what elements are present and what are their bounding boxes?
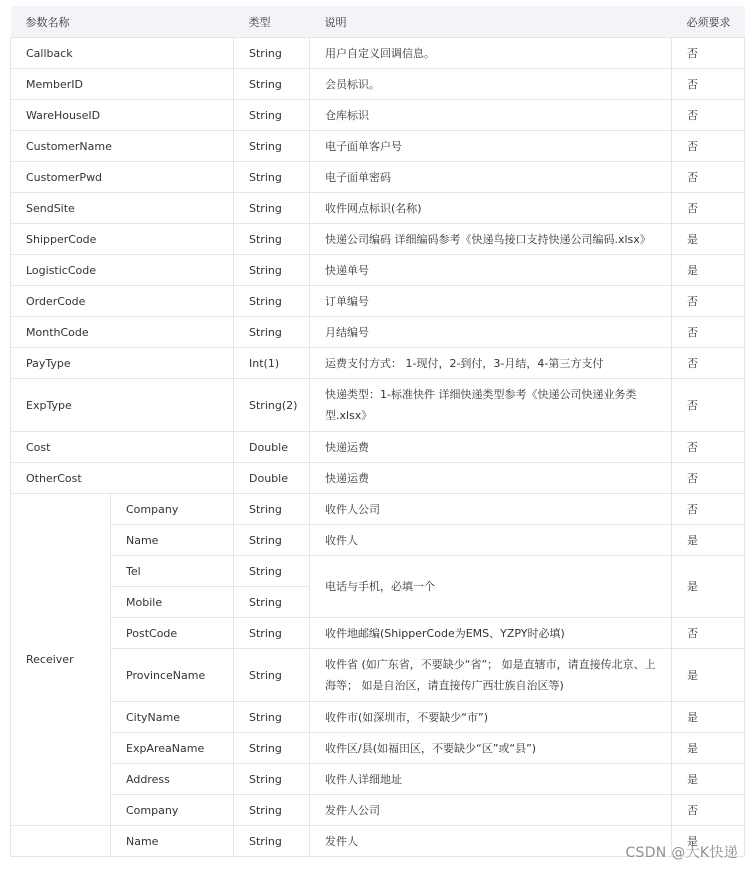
param-type: String: [234, 317, 310, 348]
table-row: [11, 764, 745, 795]
param-name: Callback: [11, 38, 234, 69]
param-desc: 电子面单客户号: [310, 131, 672, 162]
table-row: [11, 348, 745, 379]
table-row: [11, 379, 745, 432]
param-name: ExpType: [11, 379, 234, 432]
param-type: String: [234, 587, 310, 618]
param-desc: 收件人公司: [310, 494, 672, 525]
table-row: [11, 286, 745, 317]
table-row: [11, 649, 745, 702]
receiver-group-label: Receiver: [11, 494, 111, 826]
param-desc: 发件人公司: [310, 795, 672, 826]
table-row: [11, 100, 745, 131]
table-row: [11, 317, 745, 348]
param-name: PostCode: [111, 618, 234, 649]
param-name: ExpAreaName: [111, 733, 234, 764]
param-type: String: [234, 733, 310, 764]
param-name: Address: [111, 764, 234, 795]
table-row: [11, 618, 745, 649]
sender-group-cell: [11, 826, 111, 857]
param-type: String: [234, 795, 310, 826]
param-type: Double: [234, 432, 310, 463]
param-type: String: [234, 494, 310, 525]
param-required: 是: [672, 556, 745, 618]
param-desc: 收件人: [310, 525, 672, 556]
param-type: String: [234, 702, 310, 733]
param-required: 否: [672, 618, 745, 649]
param-name: MemberID: [11, 69, 234, 100]
param-name: LogisticCode: [11, 255, 234, 286]
param-desc: 用户自定义回调信息。: [310, 38, 672, 69]
param-required: 否: [672, 100, 745, 131]
param-required: 否: [672, 432, 745, 463]
param-required: 否: [672, 379, 745, 432]
param-desc: 电子面单密码: [310, 162, 672, 193]
param-name: MonthCode: [11, 317, 234, 348]
param-type: String(2): [234, 379, 310, 432]
table-row: [11, 162, 745, 193]
table-row: [11, 463, 745, 494]
param-required: 是: [672, 525, 745, 556]
param-name: OtherCost: [11, 463, 234, 494]
param-type: String: [234, 131, 310, 162]
param-desc: 收件省 (如广东省，不要缺少“省”； 如是直辖市，请直接传北京、上海等； 如是自治区，请直接传广西壮族自治区等): [310, 649, 672, 702]
table-row: [11, 193, 745, 224]
table-row: [11, 131, 745, 162]
param-name: Cost: [11, 432, 234, 463]
param-required: 否: [672, 38, 745, 69]
param-required: 否: [672, 131, 745, 162]
param-name: PayType: [11, 348, 234, 379]
param-type: String: [234, 618, 310, 649]
param-type: String: [234, 525, 310, 556]
param-name: SendSite: [11, 193, 234, 224]
param-type: Double: [234, 463, 310, 494]
param-desc: 会员标识。: [310, 69, 672, 100]
param-required: 否: [672, 193, 745, 224]
param-name: CityName: [111, 702, 234, 733]
param-name: ShipperCode: [11, 224, 234, 255]
param-required: 否: [672, 162, 745, 193]
param-required: 是: [672, 224, 745, 255]
param-type: String: [234, 826, 310, 857]
param-desc: 收件网点标识(名称): [310, 193, 672, 224]
param-name: WareHouseID: [11, 100, 234, 131]
param-name: Name: [111, 525, 234, 556]
param-required: 否: [672, 286, 745, 317]
param-name: ProvinceName: [111, 649, 234, 702]
table-row: [11, 432, 745, 463]
param-type: String: [234, 286, 310, 317]
param-type: String: [234, 764, 310, 795]
table-header-row: [11, 6, 745, 38]
table-row: [11, 255, 745, 286]
param-name: Company: [111, 795, 234, 826]
param-desc: 快递单号: [310, 255, 672, 286]
param-required: 否: [672, 494, 745, 525]
table-row: [11, 525, 745, 556]
header-type: 类型: [234, 6, 310, 38]
param-required: 是: [672, 255, 745, 286]
param-type: String: [234, 162, 310, 193]
param-desc: 快递运费: [310, 432, 672, 463]
header-required: 必须要求: [672, 6, 745, 38]
table-row: [11, 795, 745, 826]
param-required: 是: [672, 702, 745, 733]
param-required: 是: [672, 733, 745, 764]
param-type: String: [234, 649, 310, 702]
param-type: String: [234, 100, 310, 131]
param-type: Int(1): [234, 348, 310, 379]
param-desc: 仓库标识: [310, 100, 672, 131]
param-required: 否: [672, 69, 745, 100]
csdn-watermark: CSDN @大K快递: [625, 845, 738, 861]
param-type: String: [234, 193, 310, 224]
param-type: String: [234, 38, 310, 69]
table-row: [11, 494, 745, 525]
param-type: String: [234, 556, 310, 587]
param-required: 否: [672, 348, 745, 379]
header-param: 参数名称: [11, 6, 234, 38]
param-name: CustomerName: [11, 131, 234, 162]
param-name: Tel: [111, 556, 234, 587]
param-desc: 快递运费: [310, 463, 672, 494]
param-desc: 快递类型：1-标准快件 详细快递类型参考《快递公司快递业务类型.xlsx》: [310, 379, 672, 432]
table-row: [11, 556, 745, 587]
param-required: 是: [672, 764, 745, 795]
parameter-table: [10, 6, 745, 857]
param-type: String: [234, 224, 310, 255]
table-row: [11, 702, 745, 733]
table-row: [11, 38, 745, 69]
table-row: [11, 69, 745, 100]
table-row: [11, 224, 745, 255]
param-name: Name: [111, 826, 234, 857]
param-desc: 运费支付方式： 1-现付，2-到付，3-月结，4-第三方支付: [310, 348, 672, 379]
param-required: 是: [672, 826, 745, 857]
param-name: Company: [111, 494, 234, 525]
param-desc: 订单编号: [310, 286, 672, 317]
param-desc: 收件人详细地址: [310, 764, 672, 795]
param-name: OrderCode: [11, 286, 234, 317]
table-row: [11, 733, 745, 764]
param-required: 是: [672, 649, 745, 702]
param-desc: 收件区/县(如福田区，不要缺少“区”或“县”): [310, 733, 672, 764]
header-desc: 说明: [310, 6, 672, 38]
param-desc: 快递公司编码 详细编码参考《快递鸟接口支持快递公司编码.xlsx》: [310, 224, 672, 255]
param-desc: 发件人: [310, 826, 672, 857]
param-required: 否: [672, 795, 745, 826]
param-desc: 电话与手机，必填一个: [310, 556, 672, 618]
param-desc: 收件地邮编(ShipperCode为EMS、YZPY时必填): [310, 618, 672, 649]
param-name: CustomerPwd: [11, 162, 234, 193]
param-name: Mobile: [111, 587, 234, 618]
param-type: String: [234, 69, 310, 100]
param-required: 否: [672, 463, 745, 494]
param-desc: 月结编号: [310, 317, 672, 348]
param-required: 否: [672, 317, 745, 348]
param-type: String: [234, 255, 310, 286]
param-desc: 收件市(如深圳市，不要缺少“市”): [310, 702, 672, 733]
